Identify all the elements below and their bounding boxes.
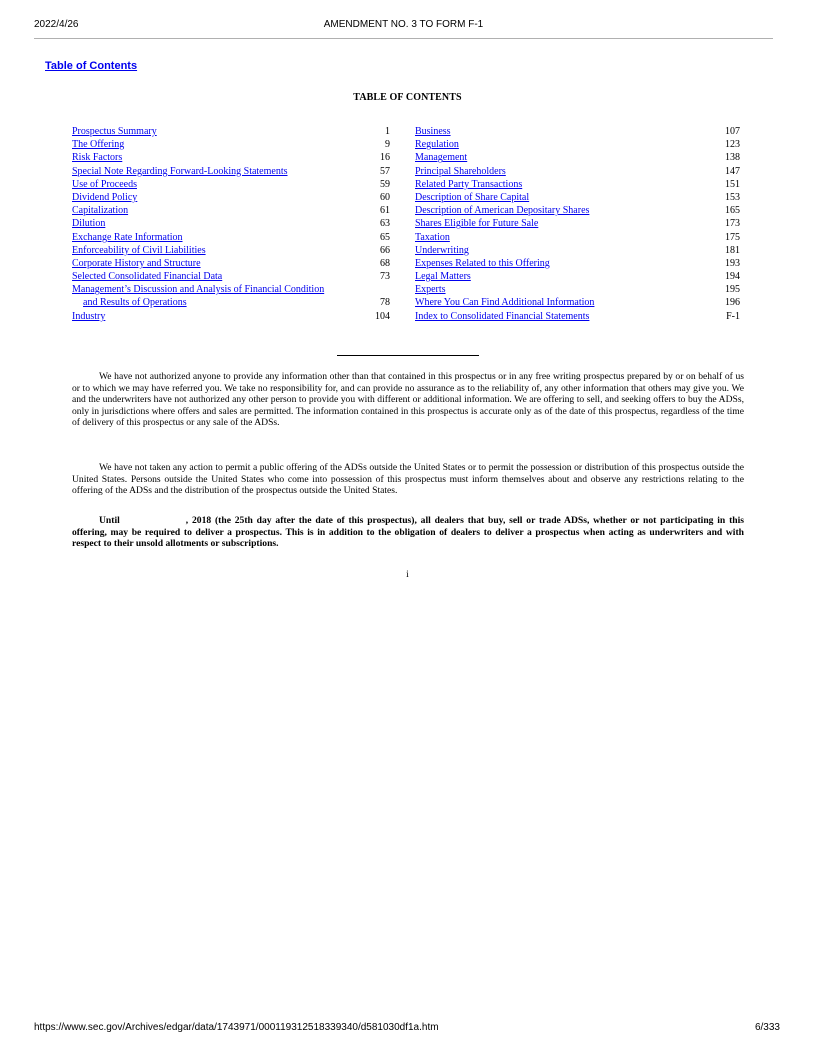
toc-row <box>72 138 390 151</box>
document-title: AMENDMENT NO. 3 TO FORM F-1 <box>323 19 484 30</box>
toc-page-number: 60 <box>380 191 390 203</box>
toc-row <box>415 310 740 323</box>
toc-row <box>72 296 390 309</box>
offering-restriction-paragraph <box>72 462 744 497</box>
toc-page-number: 68 <box>380 257 390 269</box>
toc-row <box>415 125 740 138</box>
toc-entry-link[interactable]: Selected Consolidated Financial Data <box>72 271 223 283</box>
page-number: i <box>406 569 409 580</box>
toc-row <box>72 244 390 257</box>
toc-row <box>72 125 390 138</box>
toc-row <box>415 244 740 257</box>
toc-page-number: 78 <box>380 297 390 309</box>
toc-page-number: 175 <box>725 231 740 243</box>
toc-entry-link[interactable]: Principal Shareholders <box>415 165 506 177</box>
toc-entry-link[interactable]: Business <box>415 126 451 137</box>
toc-entry-link[interactable]: Exchange Rate Information <box>72 231 183 243</box>
toc-row <box>72 270 390 283</box>
toc-page-number: 181 <box>725 244 740 256</box>
toc-row <box>415 138 740 151</box>
toc-row <box>72 191 390 204</box>
toc-row <box>415 283 740 296</box>
toc-row <box>415 178 740 191</box>
paragraph-text: We have not authorized anyone to provide any information other than that contained in this prospectus or in any free writing prospectus prepared by or on behalf of us or to which we may have referred you. We take no responsibility for, and can provide no assurance as to the reliability of, any other information that others may give you. We and the underwriters have not authorized any other person to provide you with different or additional information. We are offering to sell, and seeking offers to buy the ADSs, only in jurisdictions where offers and sales are permitted. The information contained in this prospectus is accurate only as of the date of this prospectus, regardless of the time of delivery of this prospectus or any sale of the ADSs. <box>72 371 744 429</box>
toc-page-number: 57 <box>380 165 390 177</box>
toc-row <box>72 151 390 164</box>
toc-entry-link[interactable]: Where You Can Find Additional Information <box>415 297 595 309</box>
toc-page-number: 63 <box>380 218 390 230</box>
toc-entry-link[interactable]: Related Party Transactions <box>415 178 523 190</box>
toc-entry-link[interactable]: Capitalization <box>72 205 129 217</box>
toc-row <box>415 257 740 270</box>
toc-entry-link[interactable]: and Results of Operations <box>83 297 187 309</box>
toc-row <box>415 231 740 244</box>
toc-row <box>415 204 740 217</box>
section-divider <box>337 355 479 356</box>
dealer-notice-paragraph <box>72 515 744 550</box>
toc-row <box>72 231 390 244</box>
table-of-contents-link[interactable]: Table of Contents <box>45 60 138 72</box>
toc-entry-link[interactable]: Description of Share Capital <box>415 191 530 203</box>
paragraph-lead: Until <box>99 515 120 526</box>
toc-entry-link[interactable]: Expenses Related to this Offering <box>415 257 550 269</box>
toc-row <box>415 165 740 178</box>
toc-page-number: 123 <box>725 139 740 151</box>
toc-page-number: 104 <box>375 310 390 322</box>
toc-page-number: 195 <box>725 284 740 296</box>
toc-entry-link[interactable]: Industry <box>72 310 106 322</box>
authorization-paragraph <box>72 371 744 429</box>
toc-row <box>72 165 390 178</box>
toc-page-number: 165 <box>725 205 740 217</box>
paragraph-text: We have not taken any action to permit a public offering of the ADSs outside the United States or to permit the possession or distribution of this prospectus outside the United States. Persons outside the United States who come into possession of this prospectus must inform themselves about and observe any restrictions relating to the offering of the ADSs and the distribution of the prospectus outside the United States. <box>72 462 744 497</box>
toc-page-number: 61 <box>380 205 390 217</box>
toc-row <box>72 178 390 191</box>
toc-page-number: 194 <box>725 271 740 283</box>
page-footer <box>34 1022 780 1033</box>
toc-row <box>415 217 740 230</box>
toc-entry-link[interactable]: Enforceability of Civil Liabilities <box>72 244 206 256</box>
toc-page-number: 1 <box>385 126 390 137</box>
toc-right-column <box>415 125 740 323</box>
toc-entry-link[interactable]: Dividend Policy <box>72 191 138 203</box>
toc-entry-link[interactable]: Prospectus Summary <box>72 126 157 137</box>
toc-page-number: 173 <box>725 218 740 230</box>
toc-row <box>415 151 740 164</box>
toc-entry-link[interactable]: Special Note Regarding Forward-Looking Statements <box>72 165 288 177</box>
paragraph-text: , 2018 (the 25th day after the date of this prospectus), all dealers that buy, sell or trade ADSs, whether or not participating in this offering, may be required to deliver a prospectus. This is in addition to the obligation of dealers to deliver a prospectus when acting as underwriters and with respect to their unsold allotments or subscriptions. <box>72 515 744 550</box>
toc-page-number: 151 <box>725 178 740 190</box>
toc-row <box>72 257 390 270</box>
toc-entry-link[interactable]: Management <box>415 152 468 164</box>
toc-entry-link[interactable]: Use of Proceeds <box>72 178 137 190</box>
toc-heading: TABLE OF CONTENTS <box>353 92 462 103</box>
toc-entry-link[interactable]: Taxation <box>415 231 450 243</box>
toc-page-number: 9 <box>385 139 390 151</box>
toc-page-number: 65 <box>380 231 390 243</box>
toc-entry-link[interactable]: Experts <box>415 284 446 296</box>
toc-entry-link[interactable]: Index to Consolidated Financial Statements <box>415 310 590 322</box>
toc-page-number: 59 <box>380 178 390 190</box>
toc-page-number: 193 <box>725 257 740 269</box>
toc-entry-link[interactable]: Risk Factors <box>72 152 123 164</box>
toc-entry-link[interactable]: Corporate History and Structure <box>72 257 201 269</box>
toc-row <box>72 204 390 217</box>
header-divider <box>34 38 773 39</box>
toc-entry-link[interactable]: Shares Eligible for Future Sale <box>415 218 539 230</box>
toc-entry-link[interactable]: Description of American Depositary Shares <box>415 205 590 217</box>
toc-row <box>415 296 740 309</box>
toc-entry-link[interactable]: Underwriting <box>415 244 469 256</box>
toc-row <box>72 310 390 323</box>
toc-entry-link[interactable]: Management’s Discussion and Analysis of Financial Condition <box>72 284 325 296</box>
toc-entry-link[interactable]: The Offering <box>72 139 125 151</box>
toc-entry-link[interactable]: Legal Matters <box>415 271 471 283</box>
toc-row <box>72 217 390 230</box>
toc-page-number: 66 <box>380 244 390 256</box>
toc-page-number: 153 <box>725 191 740 203</box>
toc-entry-link[interactable]: Dilution <box>72 218 106 230</box>
print-date: 2022/4/26 <box>34 19 79 30</box>
toc-entry-link[interactable]: Regulation <box>415 139 459 151</box>
toc-page-number: 73 <box>380 271 390 283</box>
toc-row <box>72 283 390 296</box>
toc-page-number: 147 <box>725 165 740 177</box>
toc-page-number: 196 <box>725 297 740 309</box>
source-url: https://www.sec.gov/Archives/edgar/data/1743971/000119312518339340/d581030df1a.htm <box>34 1022 439 1033</box>
page-count: 6/333 <box>754 1022 780 1033</box>
toc-page-number: 138 <box>725 152 740 164</box>
toc-row <box>415 191 740 204</box>
toc-page-number: 107 <box>725 126 740 137</box>
toc-row <box>415 270 740 283</box>
toc-page-number: F-1 <box>726 310 740 322</box>
toc-left-column <box>72 125 390 323</box>
toc-page-number: 16 <box>380 152 390 164</box>
